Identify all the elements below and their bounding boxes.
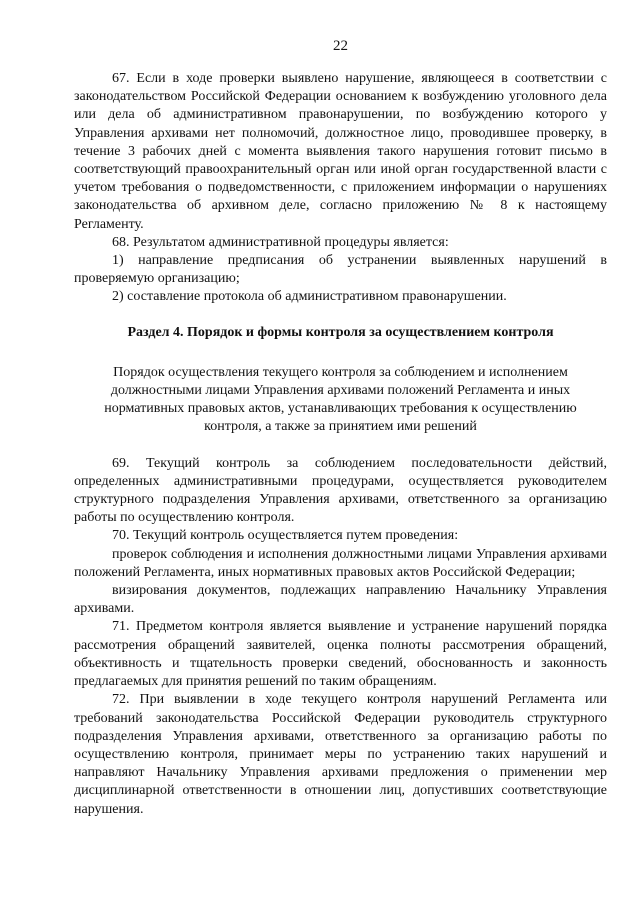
subsection-title: Порядок осуществления текущего контроля за соблюдением и исполнением должностными лицами Управления архивами положений Регламента и иных нормативных правовых актов, устанавливающих требования к осуществлению контроля, а также за принятием ими решений [104,364,577,435]
paragraph-71: 71. Предметом контроля является выявление и устранение нарушений порядка рассмотрения обращений заявителей, оценка полноты рассмотрения обращений, объективность и тщательность проверки сведений, обоснованность и законность предлагаемых для принятия решений по таким обращениям. [74,619,607,690]
list-item-2: 2) составление протокола об административном правонарушении. [112,289,507,305]
paragraph-67: 67. Если в ходе проверки выявлено нарушение, являющееся в соответствии с законодательством Российской Федерации основанием к возбуждению уголовного дела или дела об административном правонарушении, по возбуждению которого у Управления архивами нет полномочий, должностное лицо, проводившее проверку, в течение 3 рабочих дней с момента выявления такого нарушения готовит письмо в соответствующий правоохранительный орган или иной орган государственной власти с учетом требования о подведомственности, с приложением информации о нарушениях законодательства об архивном деле, согласно приложению № 8 к настоящему Регламенту. [74,71,607,232]
paragraph-68: 68. Результатом административной процедуры является: [112,234,449,250]
section-title: Раздел 4. Порядок и формы контроля за осуществлением контроля [127,324,554,340]
document-body [74,70,607,819]
paragraph-72: 72. При выявлении в ходе текущего контроля нарушений Регламента или требований законодательства Российской Федерации руководитель структурного подразделения Управления архивами, ответственного за организацию работы по осуществлению контроля, принимает меры по устранению таких нарушений и направляют Начальнику Управления архивами предложения о применении мер дисциплинарной ответственности в отношении лиц, допустивших соответствующие нарушения. [74,692,607,817]
paragraph-70: 70. Текущий контроль осуществляется путем проведения: [112,528,459,544]
paragraph-70-item-2: визирования документов, подлежащих направлению Начальнику Управления архивами. [74,583,607,617]
page-number: 22 [333,38,348,54]
paragraph-69: 69. Текущий контроль за соблюдением последовательности действий, определенных административными процедурами, осуществляется руководителем структурного подразделения Управления архивами, ответственного за организацию работы по осуществлению контроля. [74,455,607,526]
list-item-1: 1) направление предписания об устранении выявленных нарушений в проверяемую организацию; [74,253,607,287]
paragraph-70-item-1: проверок соблюдения и исполнения должностными лицами Управления архивами положений Регламента, иных нормативных правовых актов Российской Федерации; [74,546,607,580]
